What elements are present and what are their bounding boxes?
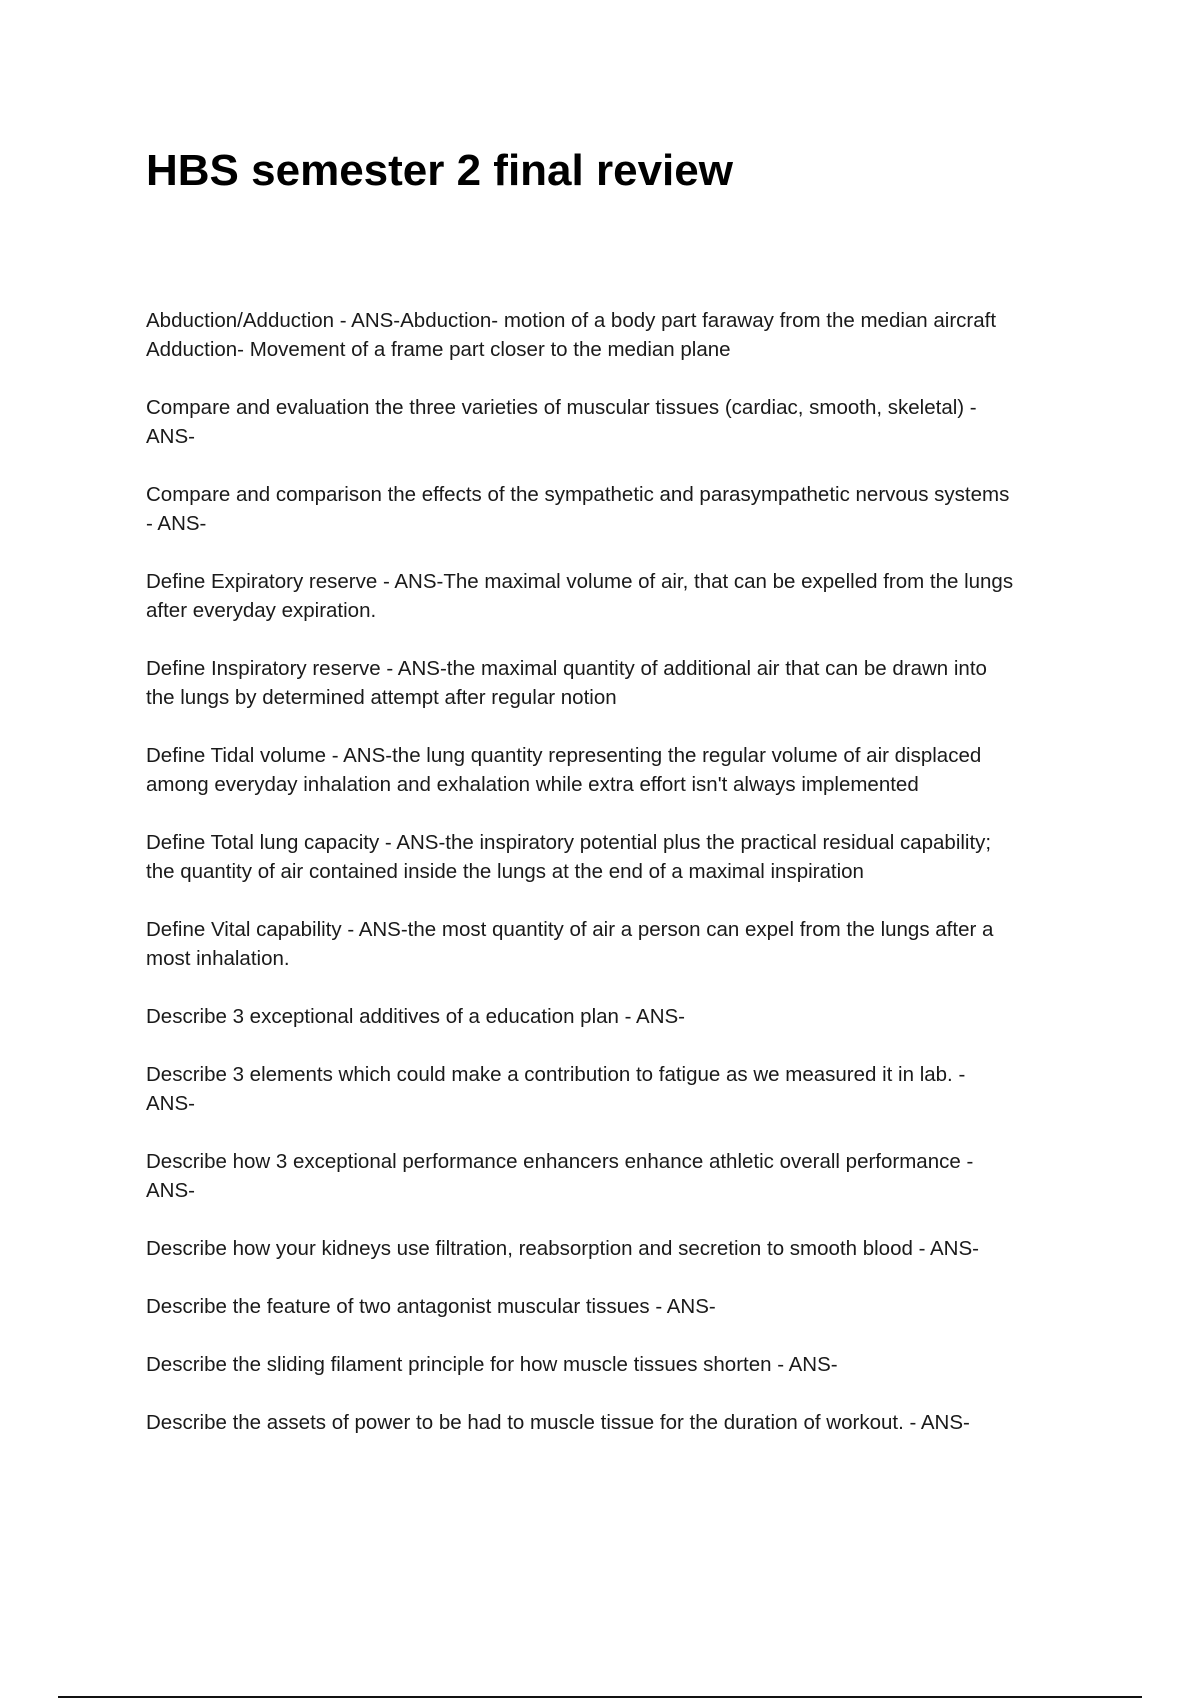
flashcard-entry-tidal-volume: Define Tidal volume - ANS-the lung quantity representing the regular volume of air displaced among everyday inhalation and exhalation while extra effort isn't always implemented — [146, 744, 982, 796]
flashcard-entry-inspiratory-reserve: Define Inspiratory reserve - ANS-the maximal quantity of additional air that can be drawn into the lungs by determined attempt after regular notion — [146, 657, 987, 709]
flashcard-list — [146, 306, 1096, 1466]
flashcard-entry-nervous-systems: Compare and comparison the effects of the sympathetic and parasympathetic nervous systems - ANS- — [146, 483, 1010, 535]
flashcard-entry-muscle-energy: Describe the assets of power to be had to muscle tissue for the duration of workout. - ANS- — [146, 1411, 970, 1434]
page-title: HBS semester 2 final review — [146, 146, 733, 195]
flashcard-entry-fatigue: Describe 3 elements which could make a contribution to fatigue as we measured it in lab. - ANS- — [146, 1063, 966, 1115]
flashcard-entry-vital-capability: Define Vital capability - ANS-the most quantity of air a person can expel from the lungs after a most inhalation. — [146, 918, 994, 970]
flashcard-entry-antagonist-muscles: Describe the feature of two antagonist muscular tissues - ANS- — [146, 1295, 716, 1318]
flashcard-entry-performance-enhancers: Describe how 3 exceptional performance enhancers enhance athletic overall performance - ANS- — [146, 1150, 974, 1202]
flashcard-entry-kidneys: Describe how your kidneys use filtration, reabsorption and secretion to smooth blood - ANS- — [146, 1237, 979, 1260]
flashcard-entry-sliding-filament: Describe the sliding filament principle for how muscle tissues shorten - ANS- — [146, 1353, 838, 1376]
flashcard-entry-abduction-adduction: Abduction/Adduction - ANS-Abduction- motion of a body part faraway from the median aircraft Adduction- Movement of a frame part closer to the median plane — [146, 309, 997, 361]
bottom-divider — [58, 1696, 1142, 1698]
flashcard-entry-total-lung-capacity: Define Total lung capacity - ANS-the inspiratory potential plus the practical residual capability; the quantity of air contained inside the lungs at the end of a maximal inspiration — [146, 831, 992, 883]
flashcard-entry-expiratory-reserve: Define Expiratory reserve - ANS-The maximal volume of air, that can be expelled from the lungs after everyday expiration. — [146, 570, 1014, 622]
flashcard-entry-muscular-tissues: Compare and evaluation the three varieties of muscular tissues (cardiac, smooth, skeletal) - ANS- — [146, 396, 977, 448]
flashcard-entry-education-plan: Describe 3 exceptional additives of a education plan - ANS- — [146, 1005, 686, 1028]
